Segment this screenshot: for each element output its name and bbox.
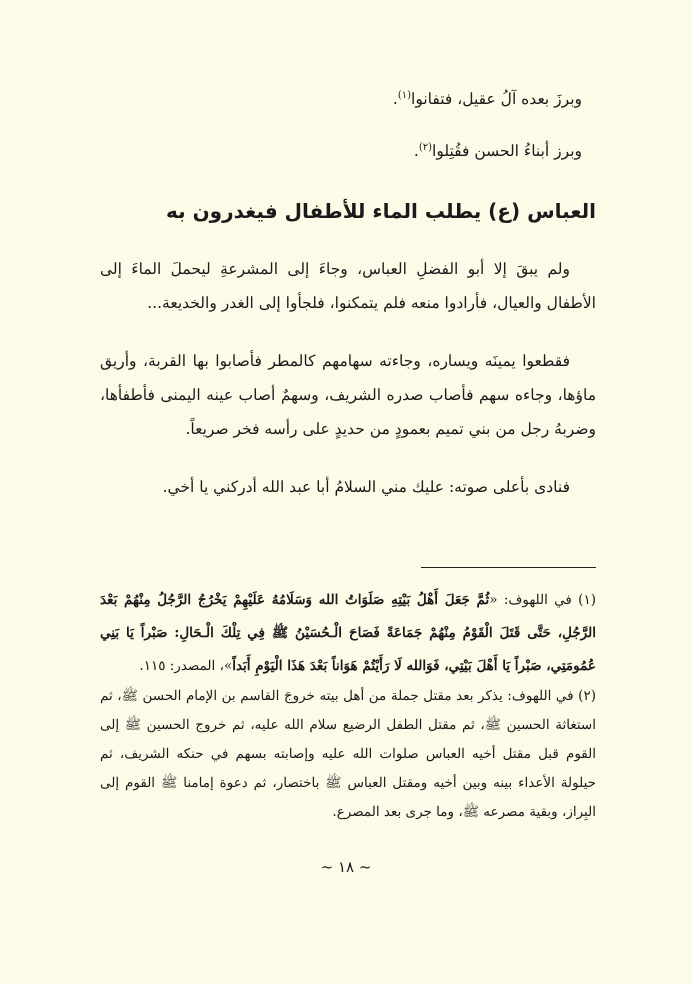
intro-line-1-text: وبرزَ بعده آلُ عقيل، فتفانوا [411, 90, 582, 108]
intro-line-1 [102, 85, 582, 110]
footnote-divider [421, 567, 596, 568]
footnote-1-suffix: »، المصدر: ١١٥. [139, 658, 233, 674]
body-paragraph-1: ولم يبقَ إلا أبو الفضلِ العباس، وجاءَ إلى المشرعةِ ليحملَ الماءَ إلى الأطفال والعيال، فأرادوا منعه فلم يتمكنوا، فلجأوا إلى الغدر والخديعة... [100, 260, 596, 312]
intro-line-2-text: وبرز أبناءُ الحسن فقُتِلوا [432, 142, 582, 160]
footnote-1 [100, 584, 596, 683]
section-heading: العباس (ع) يطلب الماء للأطفال فيغدرون به [165, 199, 596, 223]
intro-line-2 [102, 137, 582, 162]
footnote-ref-2: (٢) [418, 142, 433, 153]
intro-line-2-end: . [413, 142, 419, 160]
footnote-1-quote: ثُمَّ جَعَلَ أَهْلُ بَيْتِهِ صَلَوَاتُ الله وَسَلَامُهُ عَلَيْهِمْ يَخْرُجُ الرَّجُلُ مِنْهُمْ بَعْدَ الرَّجُلِ، حَتَّى قَتَلَ الْقَوْمُ مِنْهُمْ جَمَاعَةً فَصَاحَ الْـحُسَيْنُ ﷺ فِي تِلْكَ الْـحَالِ: صَبْراً يَا بَنِي عُمُومَتِي، صَبْراً يَا أَهْلَ بَيْتِي، فَوَالله لَا رَأَيْتُمْ هَوَاناً بَعْدَ هَذَا الْيَوْمِ أَبَداً [100, 592, 596, 674]
footnote-1-prefix: (١) في اللهوف: « [489, 592, 596, 608]
body-paragraph-2: فقطعوا يمينَه ويساره، وجاءته سهامهم كالمطر فأصابوا بها القربة، وأريق ماؤها، وجاءه سهم فأصاب صدره الشريف، وسهمٌ أصاب عينه اليمنى فأطفأها، وضربهُ رجل من بني تميم بعمودٍ من حديدٍ على رأسه فخر صريعاً. [100, 352, 596, 438]
footnote-2: (٢) في اللهوف: يذكر بعد مقتل جملة من أهل بيته خروجَ القاسم بن الإمام الحسن ﷺ، ثم استغاثة الحسين ﷺ، ثم مقتل الطفل الرضيع سلام الله عليه، ثم خروج الحسين ﷺ إلى القوم قبل مقتل أخيه العباس صلوات الله عليه وإصابته بسهم في حنكه الشريف، ثم حيلولة الأعداء بينه وبين أخيه ومقتل العباس ﷺ باختصار، ثم دعوة إمامنا ﷺ القوم إلى البِراز، وبقية مصرعه ﷺ، وما جرى بعد المصرع. [100, 688, 596, 820]
page-number: ~ ١٨ ~ [320, 858, 372, 876]
body-paragraph-3: فنادى بأعلى صوته: عليك مني السلامُ أبا عبد الله أدركني يا أخي. [162, 478, 570, 496]
footnote-ref-1: (١) [397, 90, 412, 101]
intro-line-1-end: . [392, 90, 398, 108]
